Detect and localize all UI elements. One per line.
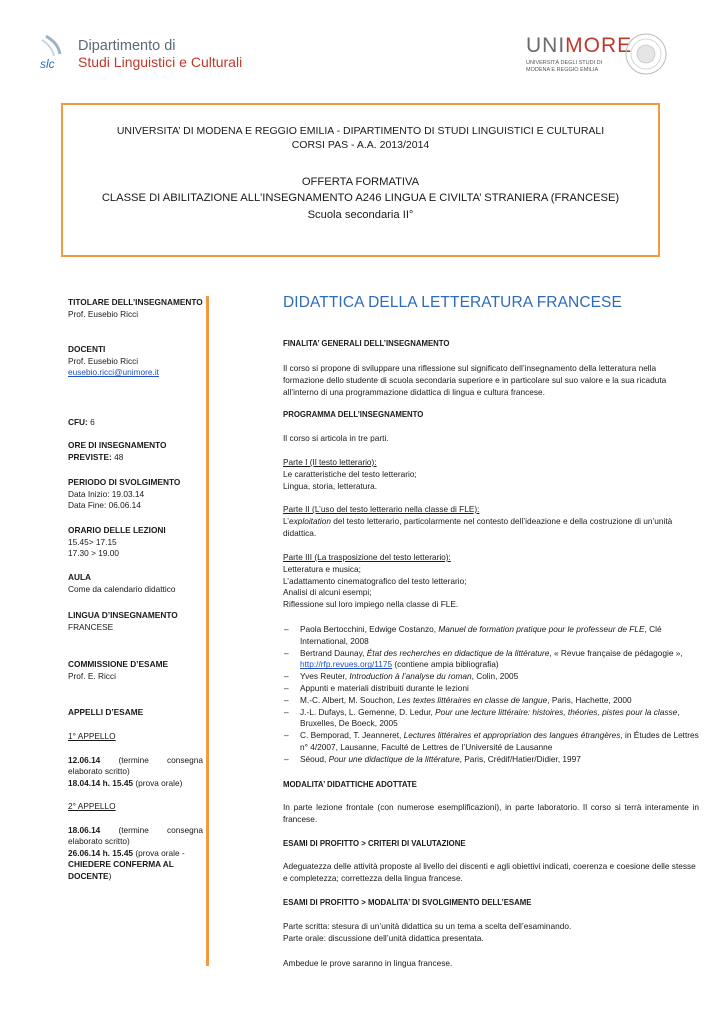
cfu-value: 6 (87, 417, 95, 427)
titolare-block (68, 297, 203, 320)
column-divider (206, 296, 209, 966)
list-dash: – (284, 682, 289, 693)
docenti-label: DOCENTI (68, 344, 106, 354)
unimore-wordmark-more: MORE (565, 34, 633, 57)
list-dash: – (284, 730, 289, 741)
university-department-line: UNIVERSITA’ DI MODENA E REGGIO EMILIA - DIPARTIMENTO DI STUDI LINGUISTICI E CULTURALI (116, 125, 605, 137)
course-title: DIDATTICA DELLA LETTERATURA FRANCESE (283, 294, 622, 311)
appello-1-date2: 18.04.14 h. 15.45 (68, 777, 134, 788)
parte-1-line2: Lingua, storia, letteratura. (283, 480, 378, 491)
esami-modalita-line2: Parte orale: discussione dell’unità didattica presentata. (283, 932, 484, 943)
parte-2 (283, 504, 699, 539)
parte-3-title: Parte III (La trasposizione del testo letterario): (283, 552, 451, 562)
titolare-label: TITOLARE DELL’INSEGNAMENTO (68, 297, 203, 307)
list-item: – Séoud, Pour une didactique de la littérature, Paris, Crédif/Hatier/Didier, 1997 (284, 753, 581, 764)
unimore-logo (524, 30, 674, 86)
appello-1-orale (68, 778, 203, 790)
university-seal-icon (624, 32, 668, 76)
parte-3 (283, 552, 699, 611)
esami-modalita-line1: Parte scritta: stesura di un’unità didattica su un tema a scelta dell’esaminando. (283, 921, 572, 931)
list-dash: – (284, 671, 289, 682)
department-name-line1: Dipartimento di (78, 38, 176, 54)
periodo-label: PERIODO DI SVOLGIMENTO (68, 477, 181, 487)
rfp-link[interactable]: http://rfp.revues.org/1175 (300, 659, 393, 670)
list-item: – Bertrand Daunay, État des recherches en didactique de la littérature, « Revue française de pédagogie », http://rfp.revues.org/1175 (contiene ampia bibliografia) (284, 647, 683, 670)
parte-1-line1: Le caratteristiche del testo letterario; (283, 468, 417, 479)
finalita-heading: FINALITA’ GENERALI DELL’INSEGNAMENTO (283, 339, 450, 348)
list-item: – Paola Bertocchini, Edwige Costanzo, Manuel de formation pratique pour le professeur de FLE, Clé International, 2008 (284, 624, 662, 646)
department-name-line2: Studi Linguistici e Culturali (78, 54, 243, 70)
orario-slot-2: 17.30 > 19.00 (68, 548, 119, 558)
commissione-label: COMMISSIONE D’ESAME (68, 659, 169, 669)
department-logo (38, 34, 243, 74)
aula-label: AULA (68, 572, 92, 582)
cfu-block (68, 417, 203, 429)
list-item: – J.-L. Dufays, L. Gemenne, D. Ledur, Pour une lecture littéraire: histoires, théories, pistes pour la classe, Bruxelles, De Boeck, 2005 (284, 706, 680, 729)
appello-2-orale (68, 848, 203, 883)
programma-intro: Il corso si articola in tre parti. (283, 433, 389, 443)
parte-2-pre: L’ (283, 515, 289, 526)
offerta-formativa-line: OFFERTA FORMATIVA (301, 176, 420, 188)
list-item: – Appunti e materiali distribuiti durante le lezioni (284, 682, 469, 693)
appello-1-label: 1° APPELLO (68, 731, 116, 741)
appello-1-text2: (prova orale) (133, 777, 183, 788)
modalita-text: In parte lezione frontale (con numerose esemplificazioni), in parte laboratorio. Il corso si terrà interamente in francese. (283, 802, 699, 824)
appelli-block (68, 707, 203, 719)
slc-logo-icon (38, 34, 72, 70)
appello-1-text1: (termine consegna elaborato scritto) (68, 754, 203, 776)
unimore-subtitle: UNIVERSITÀ DEGLI STUDI DI MODENA E REGGIO EMILIA (526, 60, 603, 73)
esami-modalita-heading: ESAMI DI PROFITTO > MODALITA’ DI SVOLGIMENTO DELL’ESAME (283, 898, 532, 907)
ore-value: 48 (111, 451, 124, 462)
esami-modalita-text (283, 921, 699, 945)
ore-block (68, 440, 203, 463)
appello-1-block (68, 731, 203, 789)
appello-2-scritto (68, 825, 203, 848)
modalita-heading: MODALITA’ DIDATTICHE ADOTTATE (283, 780, 417, 789)
finalita-text: Il corso si propone di sviluppare una riflessione sul significato dell’insegnamento della letteratura nella formazione dello studente di scuola secondaria superiore e in particolare sul suo valore e la sua ricaduta all’interno di una programmazione didattica di lingua e cultura francese. (283, 363, 667, 397)
esami-criteri-heading: ESAMI DI PROFITTO > CRITERI DI VALUTAZIONE (283, 839, 466, 848)
ore-label-2: PREVISTE: (68, 451, 112, 462)
cfu-label: CFU: (68, 417, 88, 427)
list-item: – M.-C. Albert, M. Souchon, Les textes littéraires en classe de langue, Paris, Hachette, 2000 (284, 694, 632, 705)
aula-block (68, 572, 203, 595)
parte-3-line4: Riflessione sul loro impiego nella classe di FLE. (283, 599, 459, 610)
list-dash: – (284, 647, 289, 658)
aula-value: Come da calendario didattico (68, 583, 176, 594)
list-item: – Yves Reuter, Introduction à l’analyse du roman, Colin, 2005 (284, 671, 519, 682)
parte-2-title: Parte II (L’uso del testo letterario nella classe di FLE): (283, 504, 480, 514)
parte-2-italic: exploitation (289, 515, 331, 526)
programma-heading: PROGRAMMA DELL’INSEGNAMENTO (283, 410, 424, 419)
lingua-block (68, 610, 203, 633)
appello-2-date2: 26.06.14 h. 15.45 (68, 847, 134, 858)
docenti-value: Prof. Eusebio Ricci (68, 355, 139, 366)
parte-3-line3: Analisi di alcuni esempi; (283, 587, 372, 598)
appello-2-conferma: CHIEDERE CONFERMA AL DOCENTE (68, 859, 174, 881)
classe-abilitazione-line: CLASSE DI ABILITAZIONE ALL'INSEGNAMENTO A246 LINGUA E CIVILTA’ STRANIERA (FRANCESE) (101, 192, 620, 204)
slc-mark-text: slc (40, 57, 55, 70)
parte-2-text (283, 516, 699, 540)
appelli-label: APPELLI D’ESAME (68, 707, 144, 717)
lingua-label: LINGUA D’INSEGNAMENTO (68, 610, 178, 620)
list-dash: – (284, 694, 289, 705)
commissione-block (68, 659, 203, 682)
parte-3-line2: L’adattamento cinematografico del testo letterario; (283, 575, 467, 586)
appello-2-text2: (prova orale - (133, 847, 185, 858)
docenti-email-link[interactable]: eusebio.ricci@unimore.it (68, 367, 159, 377)
parte-1 (283, 457, 699, 492)
appello-2-block (68, 801, 203, 882)
esami-criteri-text: Adeguatezza delle attività proposte al livello dei discenti e agli obiettivi indicati, coerenza e coesione delle stesse e completezza; correttezza della lingua francese. (283, 861, 696, 883)
list-dash: – (284, 624, 289, 634)
course-header-box (61, 103, 660, 257)
ore-label: ORE DI INSEGNAMENTO (68, 440, 167, 450)
titolare-value: Prof. Eusebio Ricci (68, 308, 139, 319)
list-dash: – (284, 753, 289, 764)
list-item: – C. Bemporad, T. Jeanneret, Lectures littéraires et appropriation des langues étrangères, in Études de Lettres n° 4/2007, Lausanne, Faculté de Lettres de l’Université de Lausanne (284, 730, 699, 752)
appello-2-label: 2° APPELLO (68, 801, 116, 811)
orario-slot-1: 15.45> 17.15 (68, 536, 117, 547)
list-dash: – (284, 706, 289, 717)
bibliography-list (283, 624, 699, 766)
appello-1-scritto (68, 755, 203, 778)
appello-2-end: ) (108, 870, 112, 881)
orario-block (68, 525, 203, 560)
periodo-block (68, 477, 203, 512)
unimore-wordmark (526, 34, 632, 58)
orario-label: ORARIO DELLE LEZIONI (68, 525, 166, 535)
periodo-inizio: Data Inizio: 19.03.14 (68, 488, 145, 499)
ambedue-text: Ambedue le prove saranno in lingua francese. (283, 958, 453, 968)
appello-2-text1: (termine consegna elaborato scritto) (68, 824, 203, 846)
docenti-block (68, 344, 203, 379)
unimore-wordmark-uni: UNI (526, 34, 566, 57)
lingua-value: FRANCESE (68, 621, 114, 632)
periodo-fine: Data Fine: 06.06.14 (68, 500, 141, 510)
parte-1-title: Parte I (Il testo letterario): (283, 457, 377, 467)
appello-2-date1: 18.06.14 (68, 824, 101, 835)
commissione-value: Prof. E. Ricci (68, 670, 116, 681)
academic-year-line: CORSI PAS - A.A. 2013/2014 (291, 139, 430, 151)
parte-2-rest: del testo letterario, particolarmente nel contesto dell’ideazione e della costruzione di un’unità didattica. (283, 515, 673, 538)
appello-1-date1: 12.06.14 (68, 754, 101, 765)
school-level-line: Scuola secondaria II° (307, 209, 414, 221)
parte-3-line1: Letteratura e musica; (283, 563, 361, 574)
